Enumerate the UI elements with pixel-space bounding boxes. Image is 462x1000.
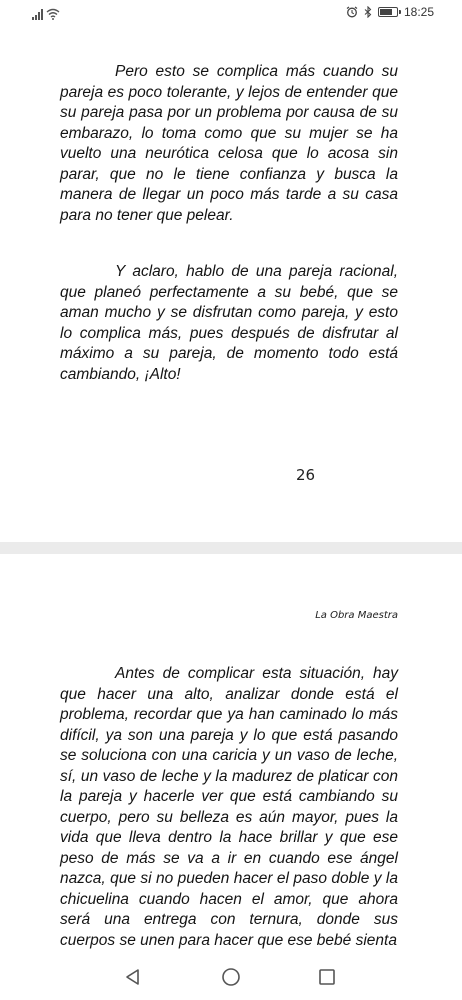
wifi-icon	[46, 8, 60, 20]
back-button[interactable]	[120, 964, 146, 990]
alarm-icon	[346, 6, 358, 18]
paragraph-1: Pero esto se complica más cuando su pareja es poco tolerante, y lejos de entender que su pareja pasa por un problema por causa de su embarazo, lo toma como que su mujer se ha vuelto una neurótica celosa que lo acosa sin parar, que no le tiene confianza y busca la manera de llegar un poco más tarde a su casa para no tener que pelear.	[60, 63, 398, 224]
home-icon	[221, 967, 241, 987]
status-bar	[0, 0, 462, 26]
page-26[interactable]	[0, 26, 462, 542]
bluetooth-icon	[364, 6, 372, 18]
page-number: 26	[296, 466, 316, 484]
status-right	[346, 5, 434, 19]
status-time: 18:25	[403, 5, 434, 19]
battery-icon	[378, 7, 398, 17]
signal-icon	[32, 8, 43, 20]
recents-icon	[318, 968, 336, 986]
paragraph-3: Antes de complicar esta situación, hay que hacer una alto, analizar donde está el problema, recordar que ya han caminado lo más difícil, ya son una pareja y lo que está pasando se soluciona con una caricia y un vaso de leche, sí, un vaso de leche y la madurez de platicar con la pareja y hacerle ver que está cambiando su cuerpo, pero su belleza es aún mayor, pues la vida que lleva dentro la hace brillar y que ese peso de más se va a ir en cuando ese ángel nazca, que si no pueden hacer el paso doble y la chicuelina cuando hacen el amor, que ahora será una entrega con ternura, donde sus cuerpos se unen para hacer que ese bebé sienta	[60, 665, 398, 949]
recents-button[interactable]	[314, 964, 340, 990]
battery-fill	[380, 9, 392, 15]
back-icon	[124, 968, 142, 986]
navigation-bar	[0, 954, 462, 1000]
paragraph-2: Y aclaro, hablo de una pareja racional, que planeó perfectamente a su bebé, que se aman mucho y se disfrutan como pareja, y esto lo complica más, pues después de disfrutar al máximo a su pareja, de momento todo está cambiando, ¡Alto!	[60, 263, 398, 383]
page-27[interactable]	[0, 554, 462, 954]
page-separator	[0, 542, 462, 554]
status-left	[32, 6, 60, 20]
running-header: La Obra Maestra	[315, 610, 398, 621]
home-button[interactable]	[218, 964, 244, 990]
